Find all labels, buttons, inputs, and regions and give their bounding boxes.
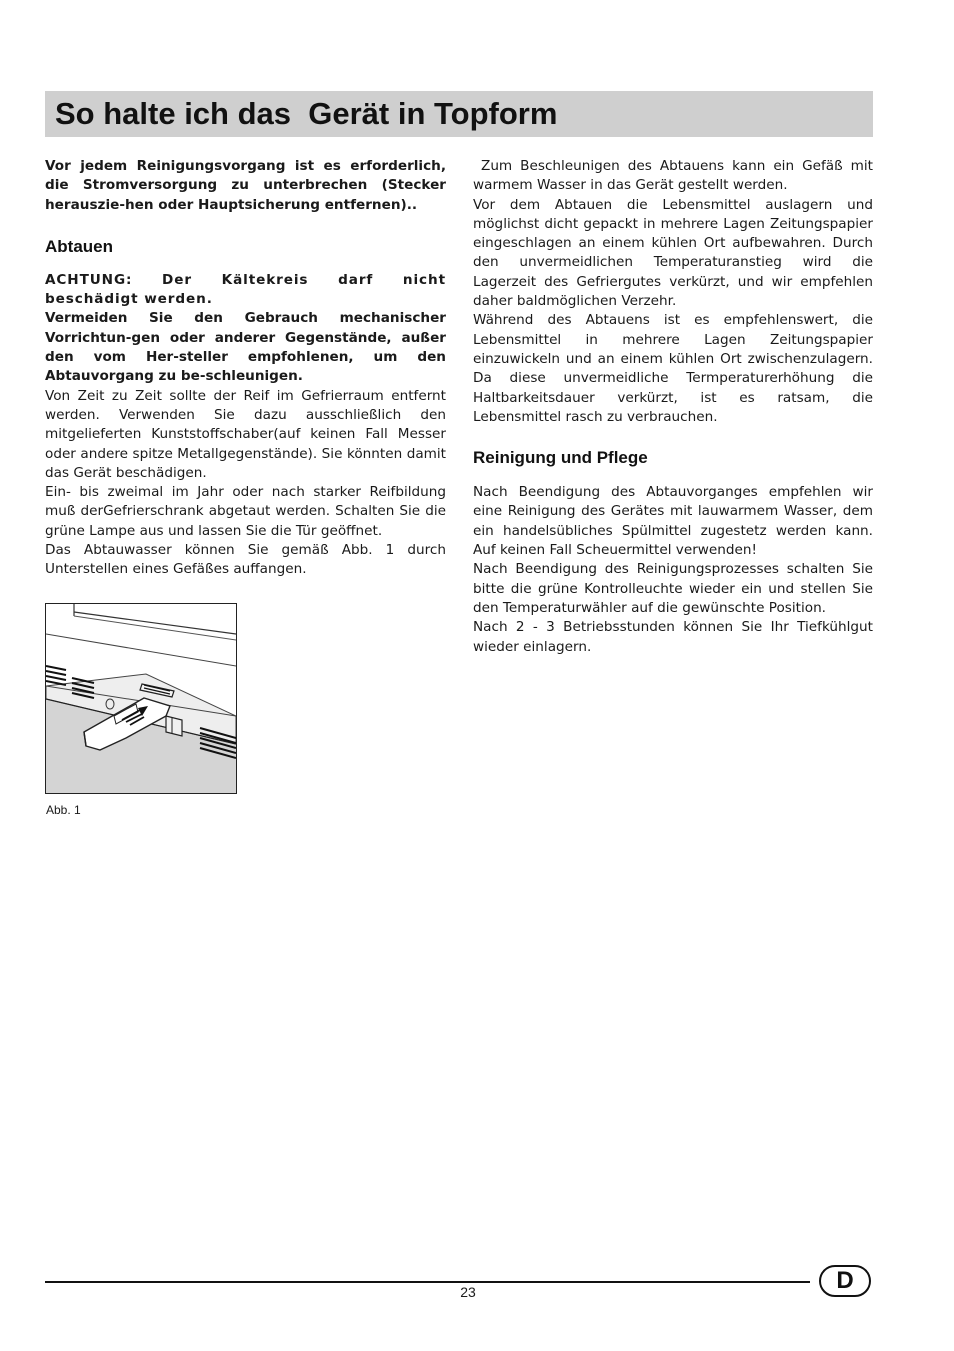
paragraph: Vor dem Abtauen die Lebensmittel auslagern und möglichst dicht gepackt in mehrere Lagen Zeitungspapier eingeschlagen an einem kühlen Ort aufbewahren. Durch den unvermeidlichen Temperaturanstieg wird die Lagerzeit des Gefriergutes verkürzt, und wir empfehlen daher baldmöglichen Verzehr. [473,196,873,310]
figure-defrost-illustration [45,603,237,794]
page-title: So halte ich das Gerät in Topform [55,96,558,131]
section-heading-abtauen: Abtauen [45,236,113,256]
paragraph: Nach Beendigung des Reinigungsprozesses schalten Sie bitte die grüne Kontrolleuchte wieder ein und stellen Sie den Temperaturwähler auf die gewünschte Position. [473,561,873,616]
footer-divider [45,1281,810,1283]
section-heading-reinigung: Reinigung und Pflege [473,448,648,468]
language-badge: D [819,1265,871,1297]
figure-caption: Abb. 1 [46,803,81,817]
warning-text: Vermeiden Sie den Gebrauch mechanischer Vorrichtun-gen oder anderer Gegenstände, außer den vom Her-steller empfohlenen, um den Abtauvorgang zu be-schleunigen. [45,310,446,385]
intro-warning: Vor jedem Reinigungsvorgang ist es erforderlich, die Stromversorgung zu unterbrechen (Stecker herauszie-hen oder Hauptsicherung entfernen).. [45,158,446,213]
page-title-bar [45,91,873,137]
page-number: 23 [460,1284,476,1300]
left-column [45,157,446,580]
paragraph: Von Zeit zu Zeit sollte der Reif im Gefrierraum entfernt werden. Verwenden Sie dazu ausschließlich den mitgelieferten Kunststoffschaber(auf keinen Fall Messer oder andere spitze Metallgegenstände). Sie könnten damit das Gerät beschädigen. [45,387,446,481]
achtung-line: ACHTUNG: Der Kältekreis darf nicht beschädigt werden. [45,271,446,308]
defrost-scraper-illustration [46,604,236,793]
paragraph: Zum Beschleunigen des Abtauens kann ein Gefäß mit warmem Wasser in das Gerät gestellt werden. [473,158,878,194]
paragraph: Das Abtauwasser können Sie gemäß Abb. 1 durch Unterstellen eines Gefäßes auffangen. [45,542,446,578]
paragraph: Nach 2 - 3 Betriebsstunden können Sie Ihr Tiefkühlgut wieder einlagern. [473,619,873,655]
paragraph: Während des Abtauens ist es empfehlenswert, die Lebensmittel in mehrere Lagen Zeitungspapier einzuwickeln und an einem kühlen Ort zwischenzulagern. Da diese unvermeidliche Termperaturerhöhung die Haltbarkeitsdauer verkürzt, ist es ratsam, die Lebensmittel rasch zu verbrauchen. [473,312,873,425]
paragraph: Nach Beendigung des Abtauvorganges empfehlen wir eine Reinigung des Gerätes mit lauwarmem Wasser, dem ein handelsübliches Spülmittel zugestetz werden kann. Auf keinen Fall Scheuermittel verwenden! [473,484,873,559]
right-column [473,157,878,657]
paragraph: Ein- bis zweimal im Jahr oder nach starker Reifbildung muß derGefrierschrank abgetaut werden. Schalten Sie die grüne Lampe aus und lassen Sie die Tür geöffnet. [45,484,446,539]
